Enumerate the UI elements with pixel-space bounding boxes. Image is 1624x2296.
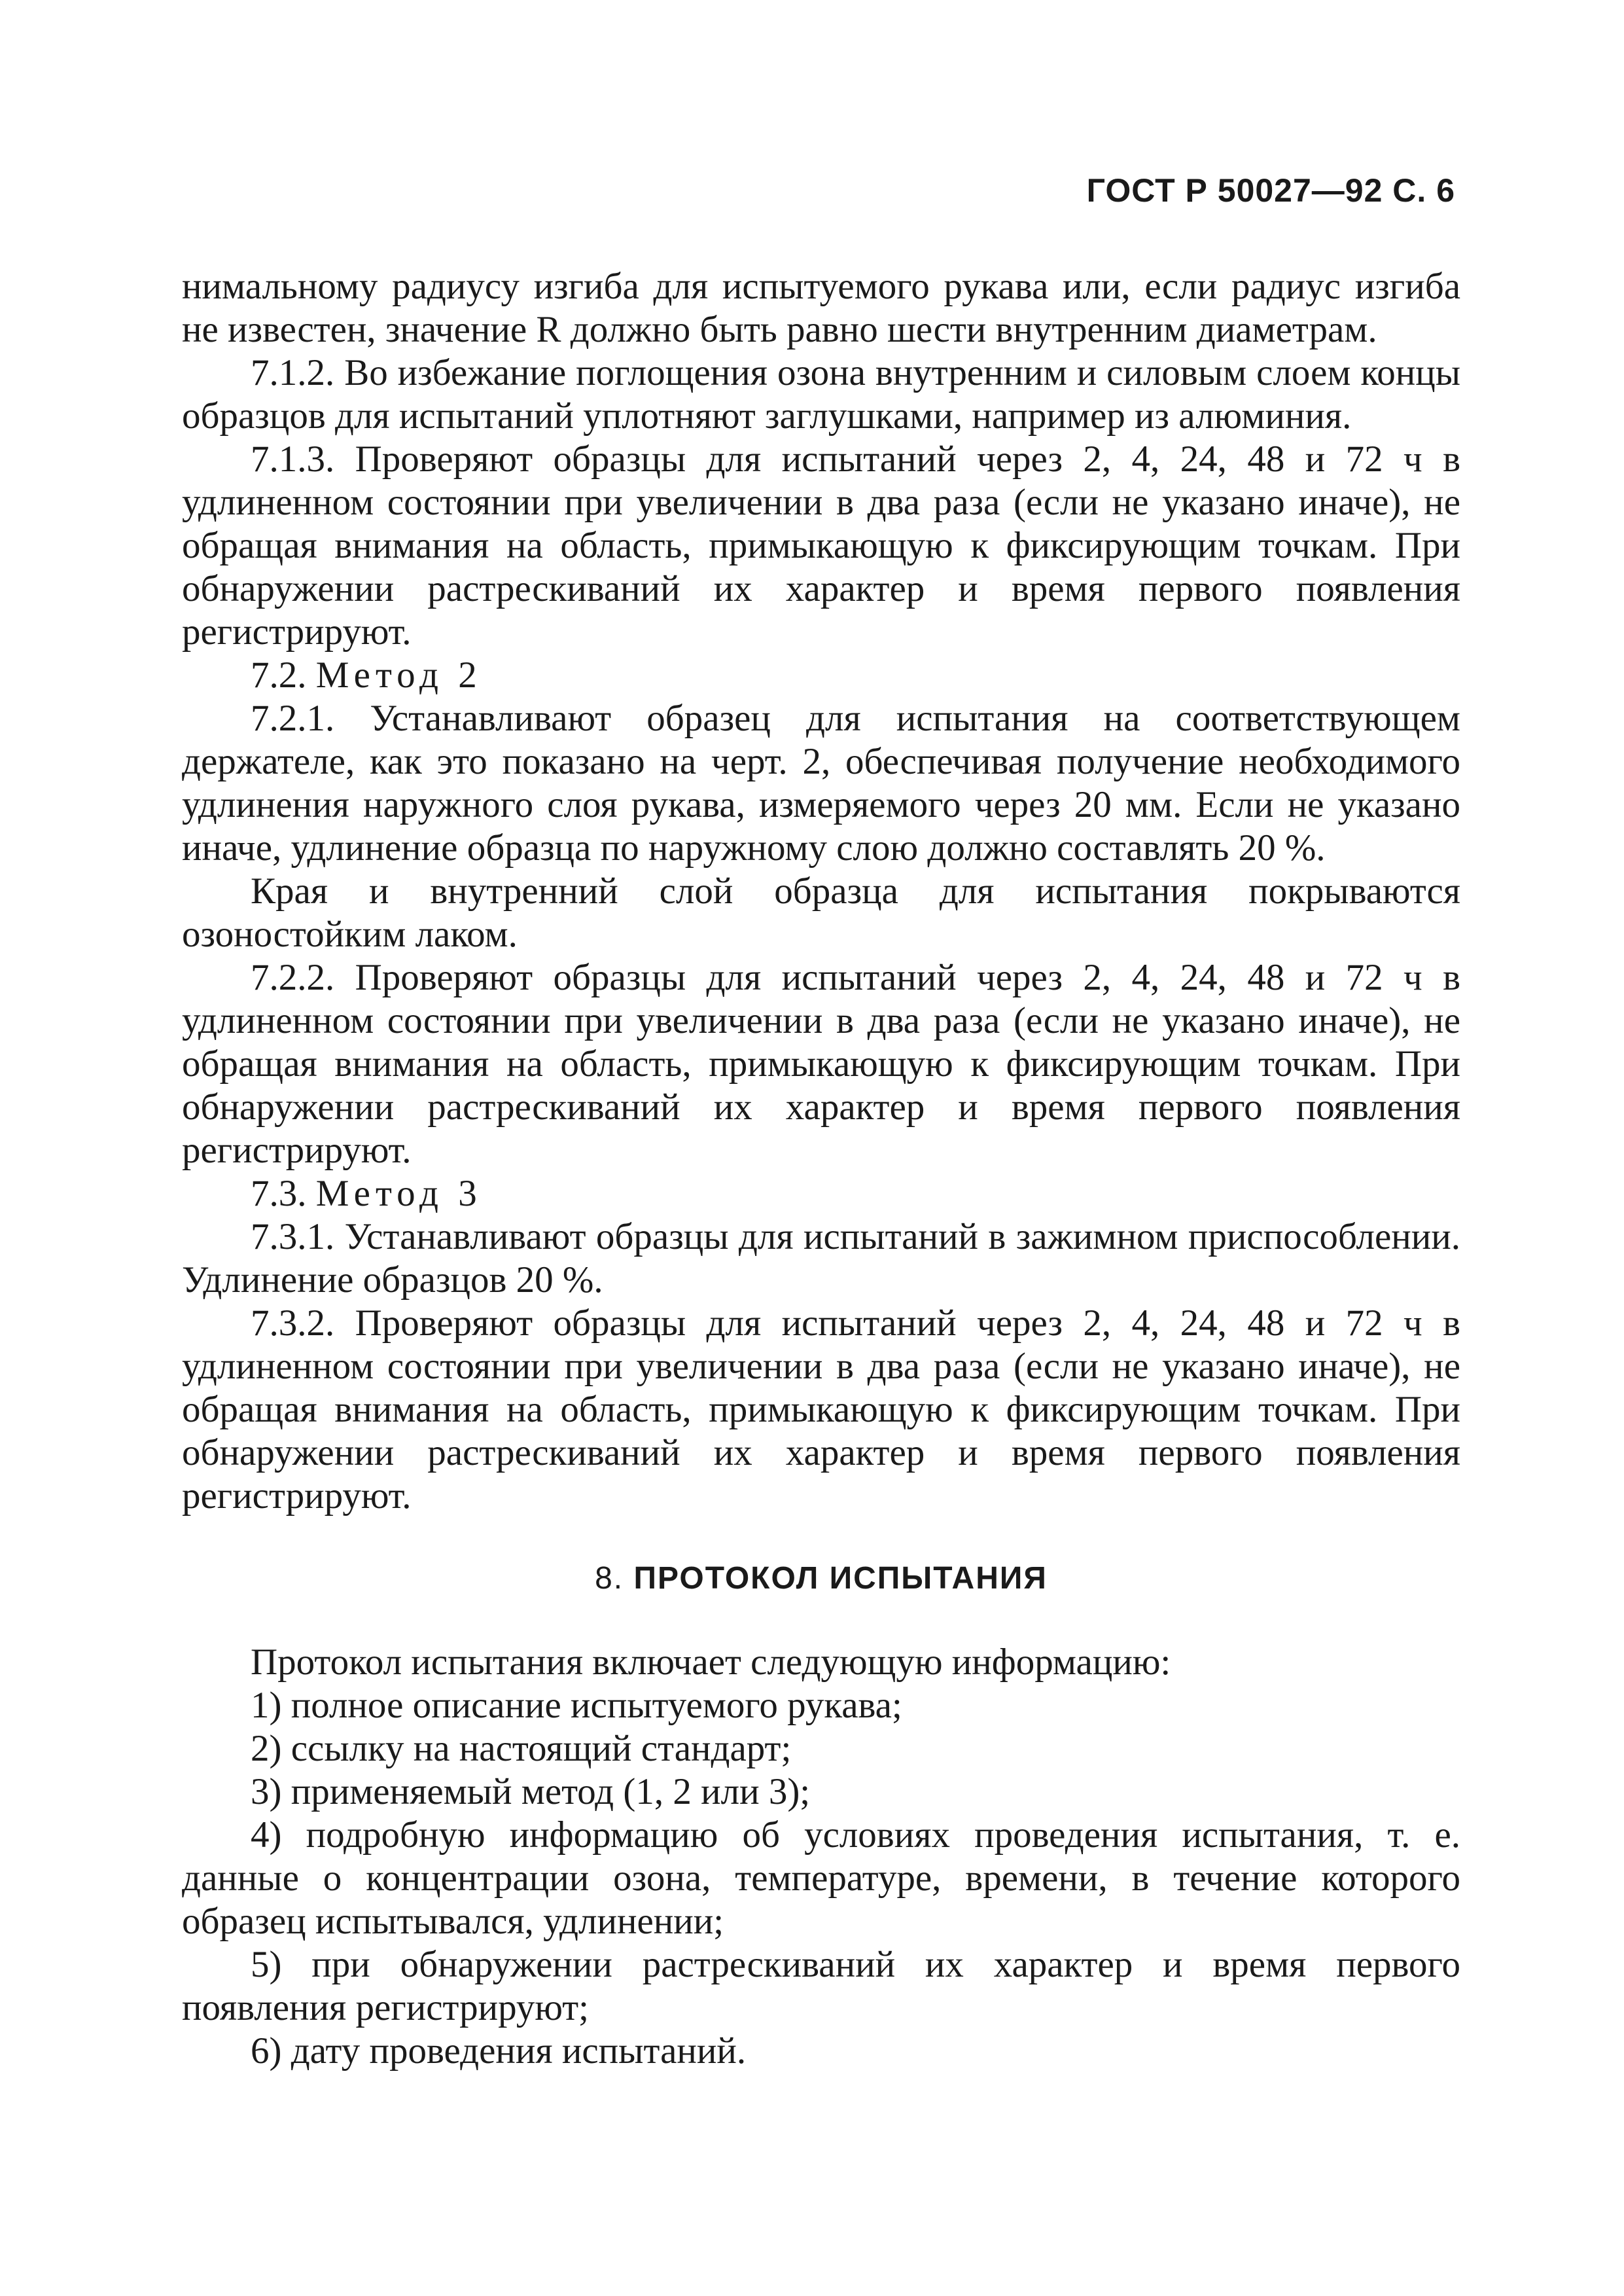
paragraph-7-3-2: 7.3.2. Проверяют образцы для испытаний через 2, 4, 24, 48 и 72 ч в удлиненном состоянии при увеличении в два раза (если не указано иначе), не обращая внимания на область, примыкающую к фиксирующим точкам. При обнаружении растрескиваний их характер и время первого появления регистрируют.: [182, 1302, 1460, 1516]
subsection-number-7-3: 7.3.: [251, 1173, 307, 1214]
subsection-heading-7-3: [182, 1172, 1460, 1215]
list-item: 3) применяемый метод (1, 2 или 3);: [251, 1771, 811, 1812]
section-title-8: ПРОТОКОЛ ИСПЫТАНИЯ: [633, 1561, 1048, 1596]
list-item: 4) подробную информацию об условиях проведения испытания, т. е. данные о концентрации озона, температуре, времени, в течение которого образец испытывался, удлинении;: [182, 1814, 1460, 1942]
paragraph-7-1-2: 7.1.2. Во избежание поглощения озона внутренним и силовым слоем концы образцов для испытаний уплотняют заглушками, например из алюминия.: [182, 352, 1460, 437]
subsection-title-7-3: Метод 3: [315, 1173, 482, 1214]
page-header-standard: ГОСТ Р 50027—92 С. 6: [1086, 172, 1455, 209]
paragraph-7-2-1-note: Края и внутренний слой образца для испытания покрываются озоностойким лаком.: [182, 870, 1460, 955]
paragraph-7-3-1: 7.3.1. Устанавливают образцы для испытаний в зажимном приспособлении. Удлинение образцов 20 %.: [182, 1216, 1460, 1300]
list-item: 2) ссылку на настоящий стандарт;: [251, 1728, 792, 1769]
list-item: 5) при обнаружении растрескиваний их характер и время первого появления регистрируют;: [182, 1944, 1460, 2028]
list-item: 1) полное описание испытуемого рукава;: [251, 1685, 902, 1726]
document-body: [182, 265, 1460, 2073]
paragraph-continuation: нимальному радиусу изгиба для испытуемого рукава или, если радиус изгиба не известен, значение R должно быть равно шести внутренним диаметрам.: [182, 266, 1460, 350]
subsection-heading-7-2: [182, 654, 1460, 697]
list-item: 6) дату проведения испытаний.: [251, 2030, 747, 2072]
protocol-intro: Протокол испытания включает следующую информацию:: [251, 1641, 1171, 1683]
protocol-list: [182, 1684, 1460, 2073]
paragraph-7-2-1: 7.2.1. Устанавливают образец для испытания на соответствующем держателе, как это показано на черт. 2, обеспечивая получение необходимого удлинения наружного слоя рукава, измеряемого через 20 мм. Если не указано иначе, удлинение образца по наружному слою должно составлять 20 %.: [182, 698, 1460, 869]
subsection-title-7-2: Метод 2: [315, 655, 482, 696]
section-heading-8: [182, 1557, 1460, 1600]
section-number-8: 8.: [595, 1561, 624, 1596]
paragraph-7-1-3: 7.1.3. Проверяют образцы для испытаний через 2, 4, 24, 48 и 72 ч в удлиненном состоянии при увеличении в два раза (если не указано иначе), не обращая внимания на область, примыкающую к фиксирующим точкам. При обнаружении растрескиваний их характер и время первого появления регистрируют.: [182, 439, 1460, 653]
paragraph-7-2-2: 7.2.2. Проверяют образцы для испытаний через 2, 4, 24, 48 и 72 ч в удлиненном состоянии при увеличении в два раза (если не указано иначе), не обращая внимания на область, примыкающую к фиксирующим точкам. При обнаружении растрескиваний их характер и время первого появления регистрируют.: [182, 957, 1460, 1171]
subsection-number-7-2: 7.2.: [251, 655, 307, 696]
